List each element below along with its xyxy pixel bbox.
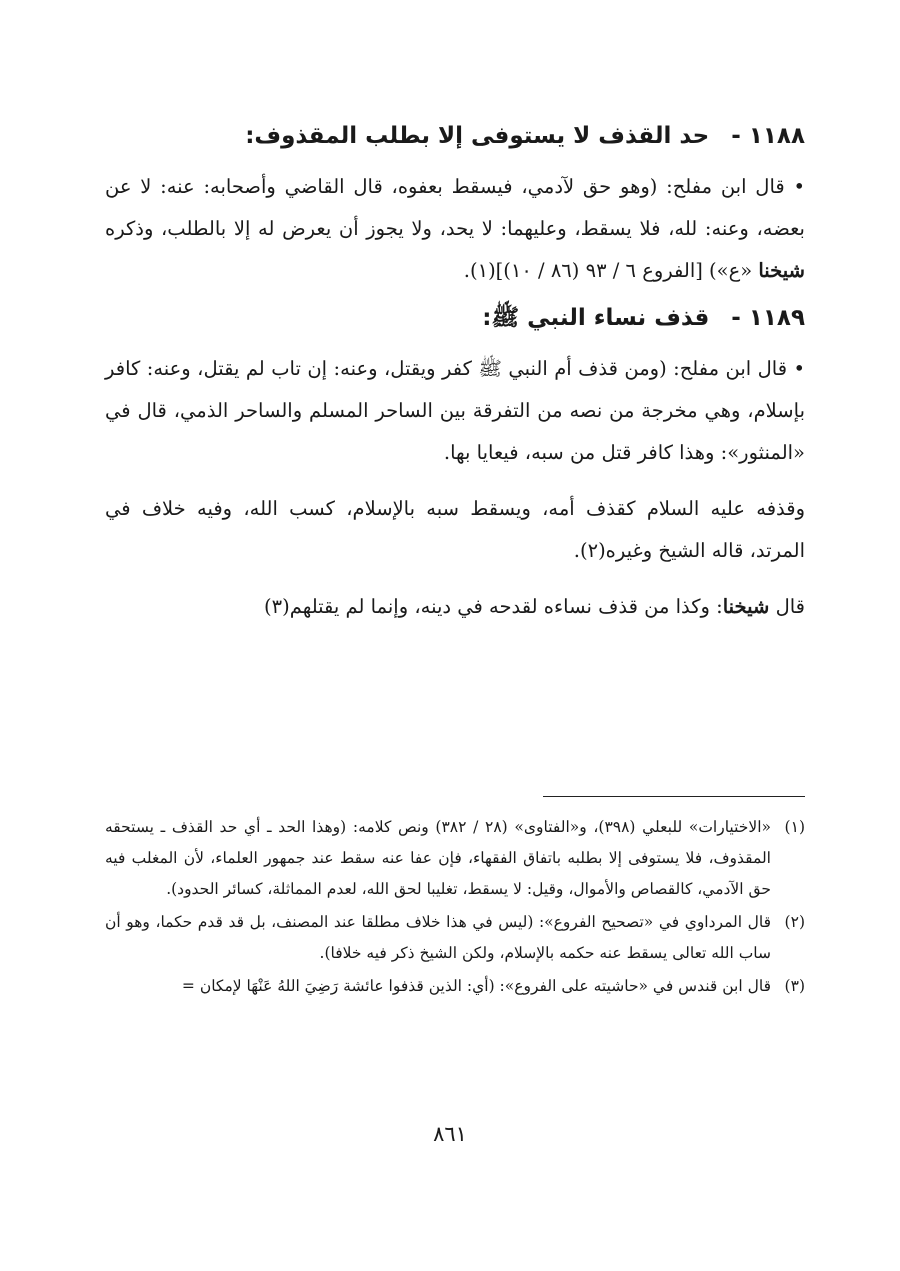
paragraph-text: • قال ابن مفلح: (وهو حق لآدمي، فيسقط بعفوه، قال القاضي وأصحابه: عنه: لا عن بعضه، وعنه: لله، فلا يسقط، وعليهما: لا يحد، ولا يجوز أن يعرض له إلا بالطلب، وذكره [105,175,805,240]
page-number: ٨٦١ [433,1122,467,1146]
paragraph [105,488,805,572]
section-heading-1189 [105,298,805,338]
paragraph-text: وقذفه عليه السلام كقذف أمه، ويسقط سبه بالإسلام، كسب الله، وفيه خلاف في المرتد، قاله الشيخ وغيره(٢). [105,497,805,562]
footnote [105,812,805,905]
paragraph-text: : وكذا من قذف نساءه لقدحه في دينه، وإنما لم يقتلهم(٣) [264,595,723,618]
paragraph-text: • قال ابن مفلح: (ومن قذف أم النبي ﷺ كفر ويقتل، وعنه: إن تاب لم يقتل، وعنه: كافر بإسلام، وهي مخرجة من نصه من التفرقة بين الساحر المسلم والساحر الذمي، قال في «المنثور»: وهذا كافر قتل من سبه، فيعايا بها. [105,357,805,464]
footnote [105,907,805,969]
bold-term: شيخنا [722,595,770,618]
footnote [105,971,805,1002]
footnote-text: قال المرداوي في «تصحيح الفروع»: (ليس في هذا خلاف مطلقا عند المصنف، بل قد قدم حكما، وهو أن ساب الله تعالى يسقط عنه حكمه بالإسلام، ولكن الشيخ ذكر فيه خلافا). [105,913,771,962]
footnote-mark: (٢) [784,913,805,931]
footnote-mark: (٣) [784,977,805,995]
section-title: حد القذف لا يستوفى إلا بطلب المقذوف: [245,123,710,149]
footnote-text: «الاختيارات» للبعلي (٣٩٨)، و«الفتاوى» (٢٨ / ٣٨٢) ونص كلامه: (وهذا الحد ـ أي حد القذف ـ يستحقه المقذوف، فلا يستوفى إلا بطلبه باتفاق الفقهاء، فإن عفا عنه سقط عند جمهور العلماء، لأن المغلب فيه حق الآدمي، كالقصاص والأموال، وقيل: لا يسقط، تغليبا لحق الله، لعدم المماثلة، كسائر الحدود). [105,818,771,898]
paragraph [105,166,805,292]
footnote-mark: (١) [784,818,805,836]
footnotes [105,812,805,1004]
footnote-divider [543,796,805,797]
section-number: ١١٨٩ - [731,305,805,331]
footnote-text: قال ابن قندس في «حاشيته على الفروع»: (أي: الذين قذفوا عائشة رَضِيَ اللهُ عَنْهَا لإمكان = [181,977,771,995]
paragraph-text: «ع») [الفروع ٦ / ٩٣ (٨٦ / ١٠)](١). [463,259,753,282]
paragraph [105,586,805,628]
paragraph-text: قال [775,595,805,618]
section-title: قذف نساء النبي ﷺ: [482,305,710,331]
section-number: ١١٨٨ - [731,123,805,149]
paragraph [105,348,805,474]
main-text [105,108,805,634]
bold-term: شيخنا [758,259,805,282]
section-heading-1188 [105,116,805,156]
